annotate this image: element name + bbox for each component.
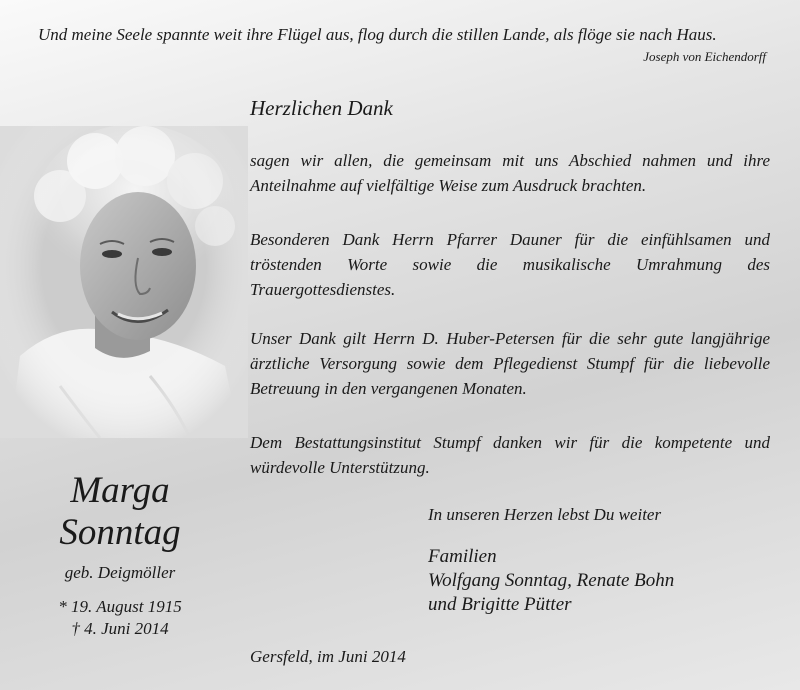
place-date: Gersfeld, im Juni 2014 bbox=[250, 647, 406, 666]
thanks-paragraph: Besonderen Dank Herrn Pfarrer Dauner für die einfühlsamen und tröstenden Worte sowie die musikalische Umrahmung des Trauergottesdienstes. bbox=[250, 230, 770, 299]
thanks-paragraph: Unser Dank gilt Herrn D. Huber-Petersen für die sehr gute langjährige ärztliche Versorgung sowie dem Pflegedienst Stumpf für die liebevolle Betreuung in den vergangenen Monaten. bbox=[250, 329, 770, 398]
quote-author: Joseph von Eichendorff bbox=[643, 49, 766, 64]
poem-quote: Und meine Seele spannte weit ihre Flügel aus, flog durch die stillen Lande, als flöge sie nach Haus. bbox=[38, 25, 717, 44]
maiden-name: geb. Deigmöller bbox=[64, 563, 176, 582]
deceased-last-name: Sonntag bbox=[59, 512, 181, 553]
birth-date: * 19. August 1915 bbox=[58, 597, 182, 616]
family-line: und Brigitte Pütter bbox=[428, 594, 572, 615]
family-line: Familien bbox=[428, 546, 497, 567]
family-signature bbox=[428, 545, 674, 617]
closing-line: In unseren Herzen lebst Du weiter bbox=[428, 505, 662, 524]
death-date: † 4. Juni 2014 bbox=[71, 619, 169, 638]
family-line: Wolfgang Sonntag, Renate Bohn bbox=[428, 570, 675, 591]
thanks-paragraph: Dem Bestattungsinstitut Stumpf danken wir für die kompetente und würdevolle Unterstützung. bbox=[250, 433, 770, 477]
portrait-photo bbox=[0, 126, 248, 438]
thanks-paragraph: sagen wir allen, die gemeinsam mit uns Abschied nahmen und ihre Anteilnahme auf vielfältige Weise zum Ausdruck brachten. bbox=[250, 151, 770, 195]
deceased-first-name: Marga bbox=[70, 470, 170, 511]
thanks-heading: Herzlichen Dank bbox=[250, 96, 393, 120]
